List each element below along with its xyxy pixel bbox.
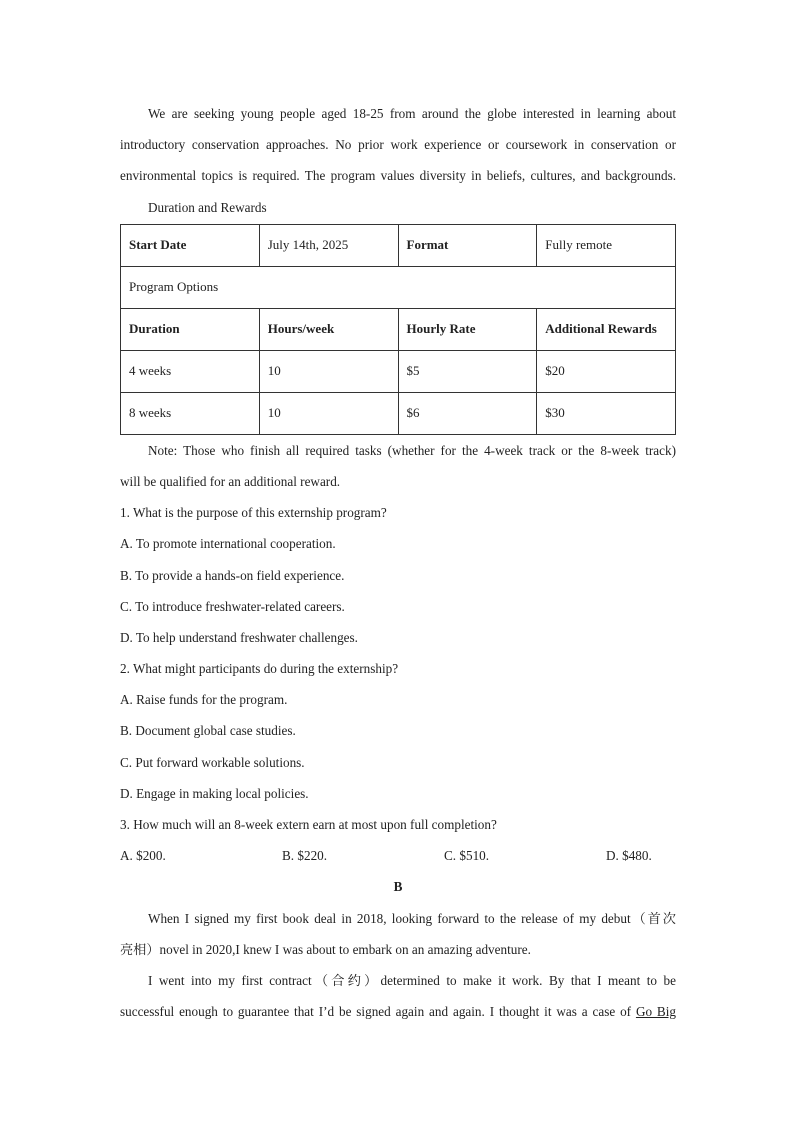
- table-cell: 4 weeks: [121, 350, 260, 392]
- header-rate: Hourly Rate: [398, 308, 537, 350]
- passage-p2-line-2: [120, 996, 676, 1027]
- question-2-option-b: B. Document global case studies.: [120, 723, 296, 739]
- passage-p1-line-2: 亮相）novel in 2020,I knew I was about to embark on an amazing adventure.: [120, 941, 531, 957]
- question-1-option-b: B. To provide a hands-on field experience.: [120, 567, 345, 583]
- program-table: [120, 224, 676, 435]
- note-line-2: will be qualified for an additional reward.: [120, 473, 341, 489]
- start-date-value: July 14th, 2025: [259, 224, 398, 266]
- document-content: [120, 98, 676, 1027]
- header-duration: Duration: [121, 308, 260, 350]
- table-cell: 10: [259, 350, 398, 392]
- program-options-cell: Program Options: [121, 266, 676, 308]
- table-header-row: [121, 308, 676, 350]
- question-3-stem: 3. How much will an 8-week extern earn at most upon full completion?: [120, 817, 497, 832]
- passage-p1-line-1: When I signed my first book deal in 2018, looking forward to the release of my debut（首次: [148, 910, 676, 926]
- note-line-1: Note: Those who finish all required tasks (whether for the 4-week track or the 8-week track): [148, 442, 676, 458]
- question-2-option-d: D. Engage in making local policies.: [120, 785, 309, 801]
- table-row: [121, 224, 676, 266]
- intro-line-3: environmental topics is required. The program values diversity in beliefs, cultures, and backgrounds.: [120, 168, 676, 184]
- intro-line-2: introductory conservation approaches. No prior work experience or coursework in conservation or: [120, 137, 676, 153]
- passage-p2-line-1: I went into my first contract（合约）determined to make it work. By that I meant to be: [148, 972, 676, 988]
- table-cell: 8 weeks: [121, 392, 260, 434]
- question-3-options: [120, 840, 676, 871]
- table-row: [121, 266, 676, 308]
- table-row: [121, 392, 676, 434]
- table-cell: $5: [398, 350, 537, 392]
- question-3-option-a: A. $200.: [120, 848, 166, 864]
- question-3-option-c: C. $510.: [444, 848, 490, 864]
- table-cell: $30: [537, 392, 676, 434]
- question-1-option-a: A. To promote international cooperation.: [120, 536, 336, 552]
- format-value: Fully remote: [537, 224, 676, 266]
- question-2-stem: 2. What might participants do during the externship?: [120, 661, 399, 677]
- table-cell: $6: [398, 392, 537, 434]
- format-label: Format: [398, 224, 537, 266]
- question-1-option-d: D. To help understand freshwater challenges.: [120, 629, 358, 645]
- start-date-label: Start Date: [121, 224, 260, 266]
- passage-p2-line-2-text: successful enough to guarantee that I’d be signed again and again. I thought it was a case of: [120, 1004, 636, 1020]
- question-2-option-a: A. Raise funds for the program.: [120, 692, 288, 708]
- section-title: Duration and Rewards: [148, 199, 267, 215]
- question-3-option-b: B. $220.: [282, 848, 328, 864]
- question-3-option-d: D. $480.: [606, 848, 652, 864]
- question-1-option-c: C. To introduce freshwater-related careers.: [120, 598, 345, 614]
- table-row: [121, 350, 676, 392]
- question-1-stem: 1. What is the purpose of this externship program?: [120, 505, 387, 521]
- table-cell: $20: [537, 350, 676, 392]
- intro-line-1: We are seeking young people aged 18-25 from around the globe interested in learning about: [148, 106, 676, 121]
- underlined-phrase: Go Big: [635, 1004, 676, 1020]
- header-rewards: Additional Rewards: [537, 308, 676, 350]
- question-2-option-c: C. Put forward workable solutions.: [120, 754, 305, 770]
- header-hours: Hours/week: [259, 308, 398, 350]
- section-b-heading: B: [393, 879, 403, 895]
- table-cell: 10: [259, 392, 398, 434]
